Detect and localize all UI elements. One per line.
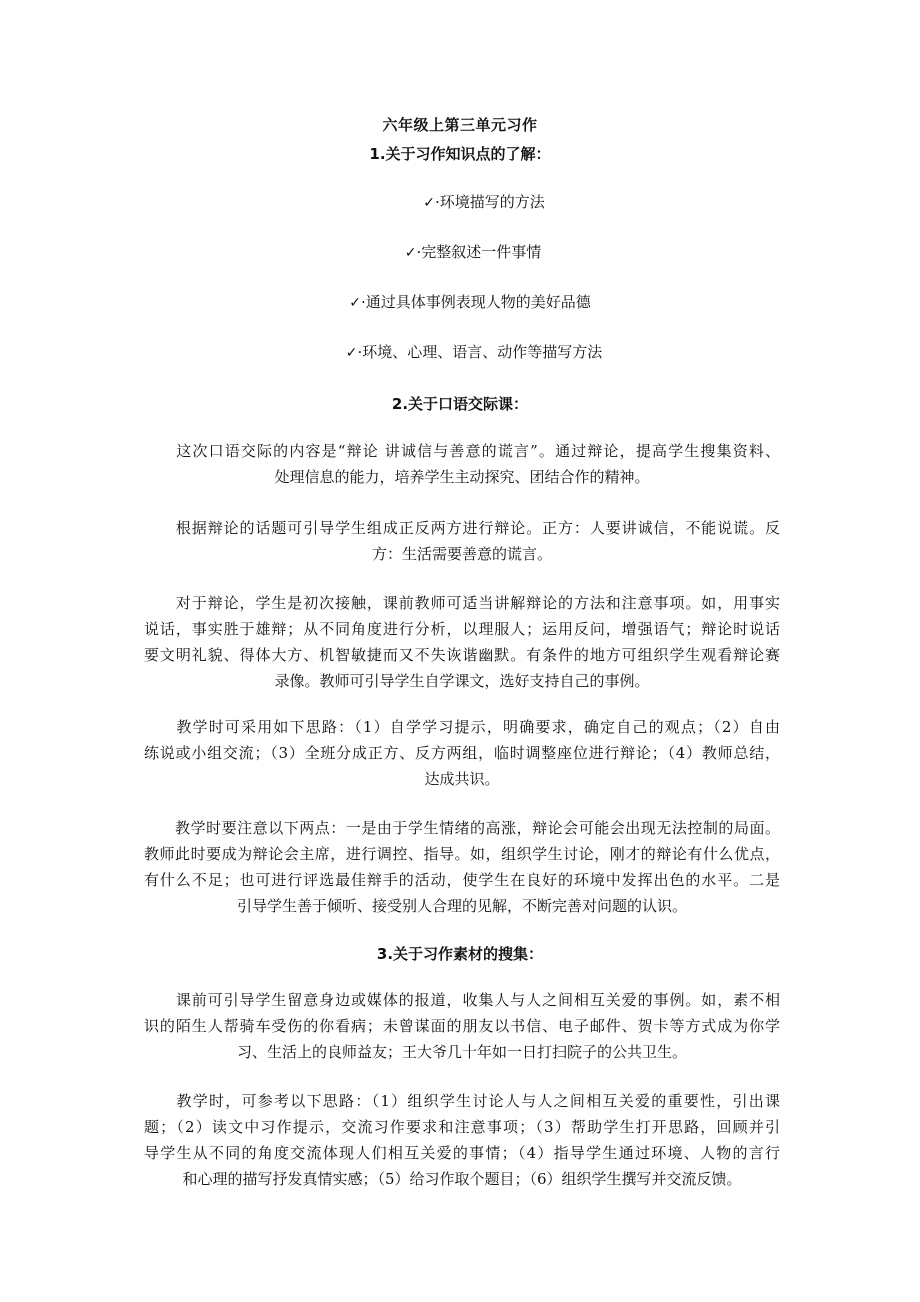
paragraph: 根据辩论的话题可引导学生组成正反两方进行辩论。正方：人要讲诚信，不能说谎。反 方：生活需要善意的谎言。 [144, 519, 780, 563]
paragraph: 教学时可采用如下思路：（1）自学学习提示，明确要求，确定自己的观点；（2）自由 练说或小组交流；（3）全班分成正方、反方两组，临时调整座位进行辩论；（4）教师总结， 达成共识。 [144, 718, 780, 788]
paragraph: 这次口语交际的内容是“辩论 讲诚信与善意的谎言”。通过辩论，提高学生搜集资料、 处理信息的能力，培养学生主动探究、团结合作的精神。 [144, 442, 780, 486]
paragraph: 教学时，可参考以下思路：（1）组织学生讨论人与人之间相互关爱的重要性，引出课 题；（2）读文中习作提示，交流习作要求和注意事项；（3）帮助学生打开思路，回顾并引 导学生从不同的角度交流体现人们相互关爱的事情；（4）指导学生通过环境、人物的言行 和心理的描写抒发真情实感；（5）给习作取个题目；（6）组织学生撰写并交流反馈。 [144, 1092, 780, 1188]
check-mark-icon: ✓ [345, 345, 358, 361]
document-title: 六年级上第三单元习作 [382, 116, 538, 134]
check-mark-icon: ✓ [349, 295, 361, 311]
paragraph: 课前可引导学生留意身边或媒体的报道，收集人与人之间相互关爱的事例。如，素不相 识的陌生人帮骑车受伤的你看病；未曾谋面的朋友以书信、电子邮件、贺卡等方式成为你学 习、生活上的良师益友；王大爷几十年如一日打扫院子的公共卫生。 [144, 991, 780, 1061]
paragraph: 教学时要注意以下两点：一是由于学生情绪的高涨，辩论会可能会出现无法控制的局面。 教师此时要成为辩论会主席，进行调控、指导。如，组织学生讨论，刚才的辩论有什么优点， 有什么不足；也可进行评选最佳辩手的活动，使学生在良好的环境中发挥出色的水平。二是 引导学生善于倾听、接受别人合理的见解，不断完善对问题的认识。 [144, 819, 780, 915]
checklist-item: ✓·环境描写的方法 [423, 193, 545, 211]
section-2-heading: 2.关于口语交际课： [391, 395, 529, 413]
checklist-item: ✓·完整叙述一件事情 [404, 243, 542, 261]
section-1-heading: 1.关于习作知识点的了解： [369, 145, 551, 163]
checklist-item: ✓·通过具体事例表现人物的美好品德 [349, 293, 591, 311]
checklist-item: ✓·环境、心理、语言、动作等描写方法 [345, 343, 603, 361]
check-mark-icon: ✓ [423, 195, 435, 211]
check-mark-icon: ✓ [404, 245, 417, 261]
section-3-heading: 3.关于习作素材的搜集： [376, 945, 544, 963]
paragraph: 对于辩论，学生是初次接触，课前教师可适当讲解辩论的方法和注意事项。如，用事实 说话，事实胜于雄辩；从不同角度进行分析，以理服人；运用反问，增强语气；辩论时说话 要文明礼貌、得体大方、机智敏捷而又不失诙谐幽默。有条件的地方可组织学生观看辩论赛 录像。教师可引导学生自学课文，选好支持自己的事例。 [144, 594, 780, 690]
